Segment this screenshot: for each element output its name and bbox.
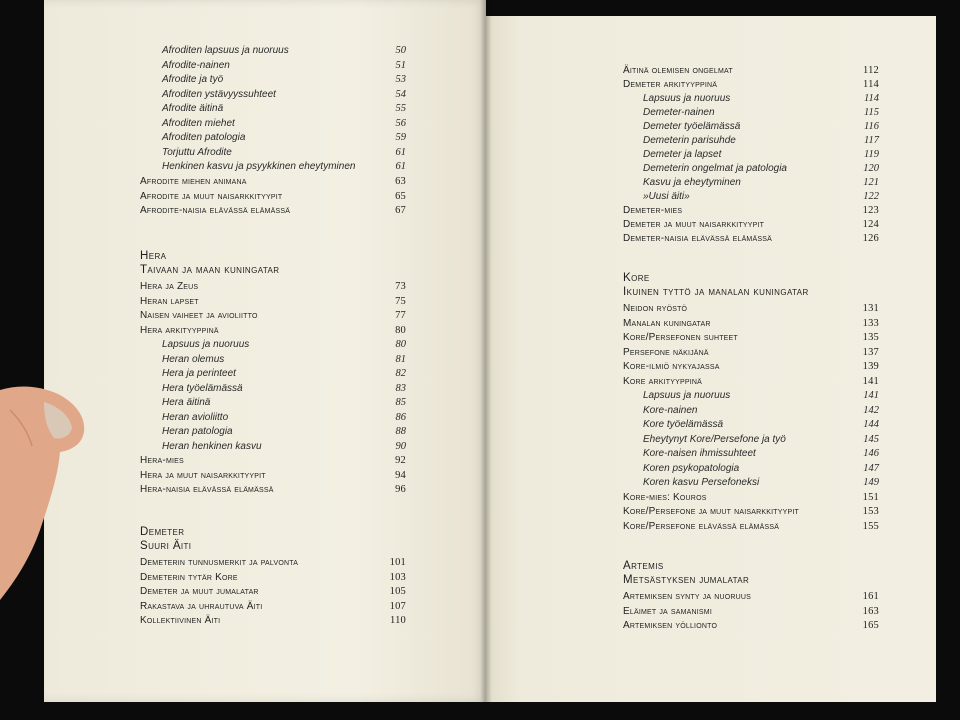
toc-entry: Hera-mies 92 xyxy=(140,455,406,466)
toc-entry: Demeter-naisia elävässä elämässä 126 xyxy=(623,233,879,244)
toc-entry: Demeter työelämässä 116 xyxy=(643,121,879,132)
toc-entry: Afrodite ja työ 53 xyxy=(162,74,406,85)
toc-entry: Lapsuus ja nuoruus 141 xyxy=(643,390,879,401)
toc-entry: Afroditen ystävyyssuhteet 54 xyxy=(162,88,406,100)
toc-entry: Kore/Persefonen suhteet 135 xyxy=(623,332,879,343)
toc-entry: »Uusi äiti» 122 xyxy=(643,191,879,202)
left-page xyxy=(44,0,486,702)
toc-entry: Afrodite-naisia elävässä elämässä 67 xyxy=(140,205,406,216)
toc-entry: Hera ja perinteet 82 xyxy=(162,368,406,379)
toc-entry: Kore-ilmiö nykyajassa 139 xyxy=(623,361,879,372)
chapter-subheading: Suuri Äiti xyxy=(140,540,192,552)
toc-entry: Demeterin parisuhde 117 xyxy=(643,135,879,146)
toc-entry: Afrodite äitinä 55 xyxy=(162,103,406,114)
chapter-heading: Kore xyxy=(623,272,650,284)
toc-entry: Naisen vaiheet ja avioliitto 77 xyxy=(140,310,406,321)
toc-entry: Hera ja Zeus 73 xyxy=(140,281,406,292)
toc-entry: Heran henkinen kasvu 90 xyxy=(162,440,406,452)
toc-entry: Afroditen miehet 56 xyxy=(162,117,406,129)
toc-entry: Äitinä olemisen ongelmat 112 xyxy=(623,65,879,76)
toc-entry: Eheytynyt Kore/Persefone ja työ 145 xyxy=(643,433,879,445)
chapter-heading: Hera xyxy=(140,250,167,262)
right-page xyxy=(486,16,936,702)
toc-entry: Afrodite-nainen 51 xyxy=(162,59,406,71)
toc-entry: Demeter-mies 123 xyxy=(623,205,879,216)
toc-entry: Kore-nainen 142 xyxy=(643,404,879,416)
chapter-heading: Artemis xyxy=(623,560,664,572)
toc-entry: Heran lapset 75 xyxy=(140,295,406,307)
chapter-subheading: Taivaan ja maan kuningatar xyxy=(140,264,280,276)
toc-entry: Afrodite ja muut naisarkkityypit 65 xyxy=(140,190,406,202)
toc-entry: Kore-naisen ihmissuhteet 146 xyxy=(643,448,879,459)
toc-entry: Koren psykopatologia 147 xyxy=(643,462,879,474)
toc-entry: Lapsuus ja nuoruus 80 xyxy=(162,339,406,350)
toc-entry: Kollektiivinen Äiti 110 xyxy=(140,615,406,626)
toc-entry: Kasvu ja eheytyminen 121 xyxy=(643,177,879,188)
toc-entry: Rakastava ja uhrautuva Äiti 107 xyxy=(140,600,406,612)
toc-entry: Demeterin tunnusmerkit ja palvonta 101 xyxy=(140,557,406,568)
toc-entry: Demeter ja lapset 119 xyxy=(643,149,879,160)
toc-entry: Koren kasvu Persefoneksi 149 xyxy=(643,477,879,488)
toc-entry: Kore arkityyppinä 141 xyxy=(623,375,879,387)
toc-entry: Demeter ja muut naisarkkityypit 124 xyxy=(623,219,879,230)
toc-entry: Kore-mies: Kouros 151 xyxy=(623,491,879,503)
toc-entry: Kore työelämässä 144 xyxy=(643,419,879,430)
toc-entry: Manalan kuningatar 133 xyxy=(623,317,879,329)
toc-entry: Eläimet ja samanismi 163 xyxy=(623,605,879,617)
toc-entry: Lapsuus ja nuoruus 114 xyxy=(643,93,879,104)
thumb-hand xyxy=(0,380,88,610)
toc-entry: Heran patologia 88 xyxy=(162,426,406,437)
toc-entry: Artemiksen yöllionto 165 xyxy=(623,620,879,631)
toc-entry: Kore/Persefone ja muut naisarkkityypit 153 xyxy=(623,506,879,517)
chapter-subheading: Metsästyksen jumalatar xyxy=(623,574,750,586)
toc-entry: Afroditen patologia 59 xyxy=(162,132,406,143)
toc-entry: Torjuttu Afrodite 61 xyxy=(162,146,406,158)
toc-entry: Demeterin ongelmat ja patologia 120 xyxy=(643,163,879,174)
toc-entry: Hera äitinä 85 xyxy=(162,397,406,408)
toc-entry: Hera-naisia elävässä elämässä 96 xyxy=(140,484,406,495)
toc-entry: Demeter ja muut jumalatar 105 xyxy=(140,586,406,597)
toc-entry: Demeter-nainen 115 xyxy=(643,107,879,118)
toc-entry: Demeter arkityyppinä 114 xyxy=(623,79,879,90)
toc-entry: Demeterin tytär Kore 103 xyxy=(140,571,406,583)
chapter-subheading: Ikuinen tyttö ja manalan kuningatar xyxy=(623,286,809,298)
toc-entry: Hera arkityyppinä 80 xyxy=(140,324,406,336)
book-gutter xyxy=(480,0,492,702)
toc-entry: Kore/Persefone elävässä elämässä 155 xyxy=(623,520,879,532)
toc-entry: Artemiksen synty ja nuoruus 161 xyxy=(623,591,879,602)
toc-entry: Henkinen kasvu ja psyykkinen eheytyminen 61 xyxy=(162,161,406,172)
chapter-heading: Demeter xyxy=(140,526,185,538)
toc-entry: Hera työelämässä 83 xyxy=(162,382,406,394)
toc-entry: Neidon ryöstö 131 xyxy=(623,303,879,314)
toc-entry: Heran avioliitto 86 xyxy=(162,411,406,423)
toc-entry: Hera ja muut naisarkkityypit 94 xyxy=(140,469,406,481)
toc-entry: Persefone näkijänä 137 xyxy=(623,346,879,358)
toc-entry: Afrodite miehen animana 63 xyxy=(140,176,406,187)
toc-entry: Afroditen lapsuus ja nuoruus 50 xyxy=(162,45,406,56)
toc-entry: Heran olemus 81 xyxy=(162,353,406,365)
